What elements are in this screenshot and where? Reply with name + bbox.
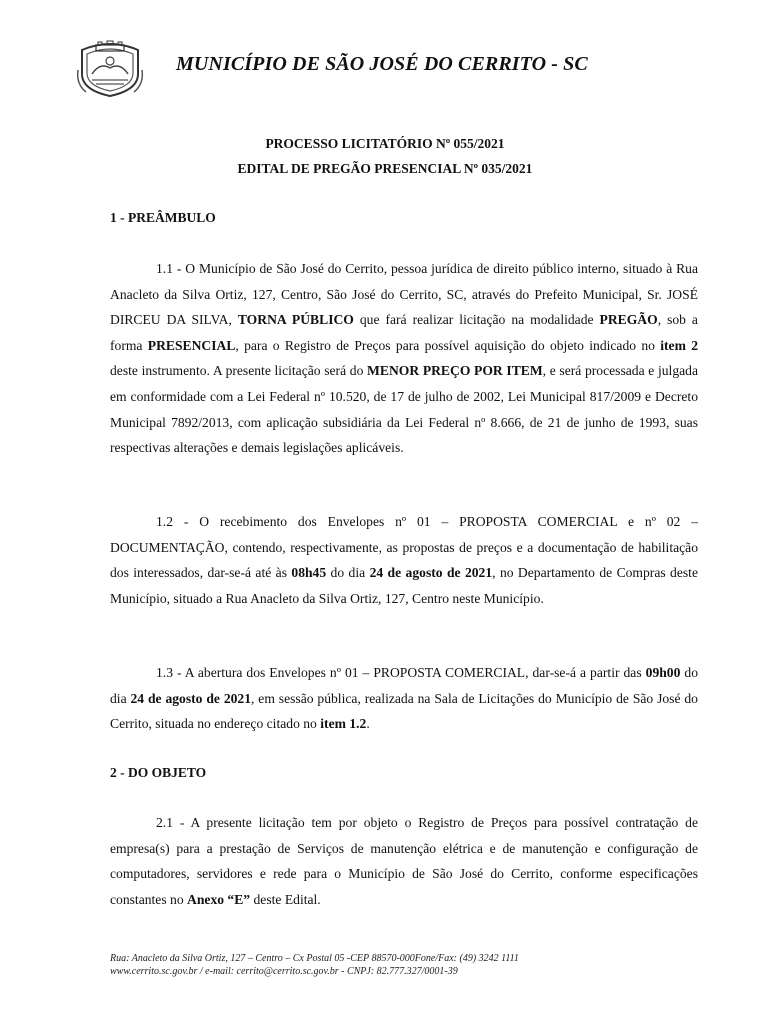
paragraph-1-1: 1.1 - O Município de São José do Cerrito, pessoa jurídica de direito público interno, situado à Rua Anacleto da Silva Ortiz, 127, Centro, São José do Cerrito, SC, através do Prefeito Municipal, Sr. JOSÉ DIRCEU DA SILVA, TORNA PÚBLICO que fará realizar licitação na modalidade PREGÃO, sob a forma PRESENCIAL, para o Registro de Preços para possível aquisição do objeto indicado no item 2 deste instrumento. A presente licitação será do MENOR PREÇO POR ITEM, e será processada e julgada em conformidade com a Lei Federal nº 10.520, de 17 de julho de 2002, Lei Municipal 817/2009 e Decreto Municipal 7892/2013, com aplicação subsidiária da Lei Federal nº 8.666, de 21 de junho de 1993, suas respectivas alterações e demais legislações aplicáveis. [110, 261, 699, 456]
municipal-coat-of-arms-icon [76, 40, 144, 98]
section-title-preambulo: 1 - PREÂMBULO [110, 210, 216, 225]
municipality-header-title: MUNICÍPIO DE SÃO JOSÉ DO CERRITO - SC [176, 53, 588, 75]
edital-number-title: EDITAL DE PREGÃO PRESENCIAL Nº 035/2021 [237, 161, 533, 176]
paragraph-1-3: 1.3 - A abertura dos Envelopes nº 01 – PROPOSTA COMERCIAL, dar-se-á a partir das 09h00 do dia 24 de agosto de 2021, em sessão pública, realizada na Sala de Licitações do Município de São José do Cerrito, situada no endereço citado no item 1.2. [110, 665, 698, 732]
section-title-objeto: 2 - DO OBJETO [110, 765, 207, 780]
footer-contact: www.cerrito.sc.gov.br / e-mail: cerrito@cerrito.sc.gov.br - CNPJ: 82.777.327/0001-39 [110, 966, 458, 977]
page-footer [110, 952, 519, 978]
footer-address: Rua: Anacleto da Silva Ortiz, 127 – Centro – Cx Postal 05 -CEP 88570-000Fone/Fax: (49) 3242 1111 [110, 953, 519, 964]
process-number-title: PROCESSO LICITATÓRIO Nº 055/2021 [265, 136, 505, 151]
paragraph-2-1: 2.1 - A presente licitação tem por objeto o Registro de Preços para possível contratação de empresa(s) para a prestação de Serviços de manutenção elétrica e de manutenção e configuração de computadores, servidores e rede para o Município de São José do Cerrito, conforme especificações constantes no Anexo “E” deste Edital. [110, 815, 698, 907]
paragraph-1-2: 1.2 - O recebimento dos Envelopes nº 01 – PROPOSTA COMERCIAL e nº 02 – DOCUMENTAÇÃO, contendo, respectivamente, as propostas de preços e a documentação de habilitação dos interessados, dar-se-á até às 08h45 do dia 24 de agosto de 2021, no Departamento de Compras deste Município, situado a Rua Anacleto da Silva Ortiz, 127, Centro neste Município. [110, 514, 698, 606]
